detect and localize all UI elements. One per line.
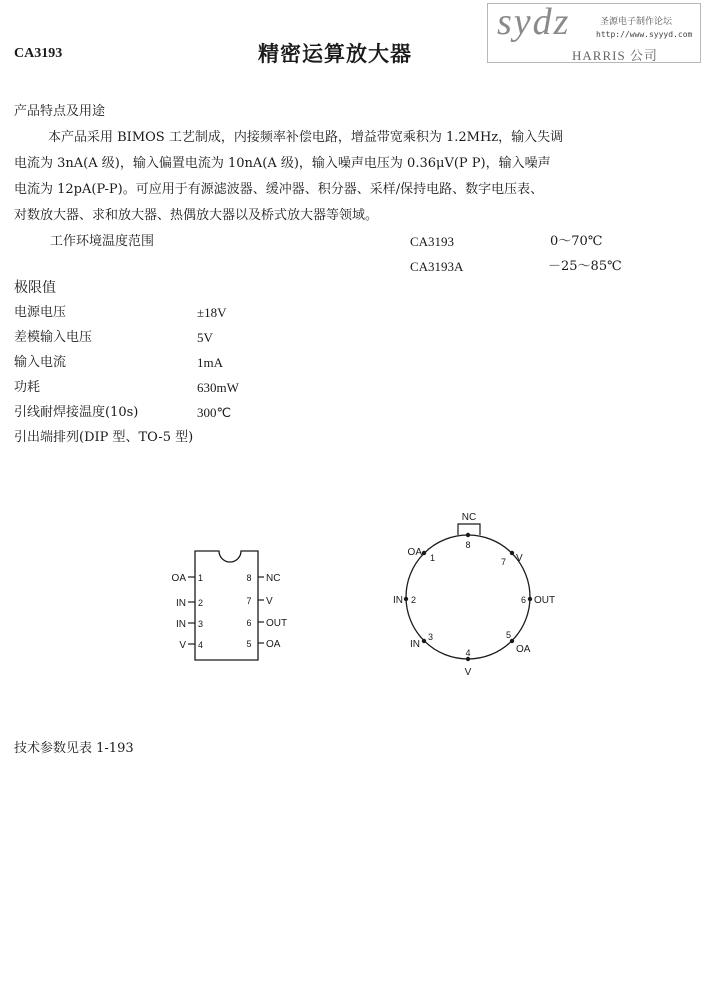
dip-pin-number: 1 — [198, 573, 204, 583]
to5-pin-dot — [528, 597, 532, 601]
to5-pin-label: OUT — [534, 595, 556, 606]
model-name: CA3193A — [410, 259, 464, 274]
watermark-forum-name: 圣源电子制作论坛 — [600, 17, 673, 27]
dip-pin-label: V — [266, 596, 273, 607]
to5-pin-dot — [466, 533, 470, 537]
to5-pin-number: 4 — [465, 648, 471, 658]
dip-pin-label: OA — [266, 639, 281, 650]
to5-pin-label: NC — [461, 512, 477, 523]
limit-value: 5V — [197, 330, 213, 345]
to5-pin-dot — [422, 551, 426, 555]
features-line: 电流为 12pA(P-P)。可应用于有源滤波器、缓冲器、积分器、采样/保持电路、数字电压表、 — [14, 182, 544, 197]
to5-pin-label: OA — [516, 644, 531, 655]
to5-pin-number: 6 — [520, 595, 526, 605]
features-line: 电流为 3nA(A 级)，输入偏置电流为 10nA(A 级)，输入噪声电压为 0.36μV(P P)，输入噪声 — [14, 156, 551, 171]
to5-pin-number: 8 — [465, 540, 471, 550]
pinout-caption: 引出端排列(DIP 型、TO-5 型) — [14, 430, 194, 445]
operating-temp-label: 工作环境温度范围 — [50, 234, 155, 249]
to5-pin-label: V — [464, 667, 472, 678]
manufacturer-name: HARRIS 公司 — [572, 48, 658, 63]
page-title: 精密运算放大器 — [258, 41, 412, 66]
to5-pin-label: OA — [407, 547, 422, 558]
limit-name: 引线耐焊接温度(10s) — [14, 405, 139, 420]
to5-pin-number: 1 — [430, 553, 436, 563]
to5-package-diagram — [380, 505, 570, 685]
to5-pin-dot — [422, 639, 426, 643]
features-line: 对数放大器、求和放大器、热偶放大器以及桥式放大器等领域。 — [14, 208, 379, 223]
limit-name: 功耗 — [14, 380, 41, 395]
dip-pin-label: OUT — [266, 618, 288, 629]
to5-pin-number: 3 — [428, 632, 434, 642]
limit-value: 630mW — [197, 380, 239, 395]
dip-pin-number: 4 — [198, 640, 204, 650]
dip-pin-label: IN — [176, 598, 186, 609]
temp-range: 0～70℃ — [550, 234, 603, 249]
watermark-url: http://www.syyyd.com — [596, 30, 693, 39]
features-line: 本产品采用 BIMOS 工艺制成，内接频率补偿电路，增益带宽乘积为 1.2MHz，输入失调 — [48, 130, 564, 145]
limits-heading: 极限值 — [14, 280, 56, 296]
to5-pin-number: 5 — [505, 630, 511, 640]
temp-range: －25～85℃ — [548, 259, 622, 274]
features-heading: 产品特点及用途 — [14, 104, 106, 119]
to5-pin-label: IN — [393, 595, 403, 606]
dip-pin-number: 5 — [246, 639, 252, 649]
limit-value: ±18V — [197, 305, 227, 320]
watermark-logo: sydz — [497, 1, 571, 43]
model-name: CA3193 — [410, 234, 455, 249]
limit-value: 1mA — [197, 355, 223, 370]
to5-pin-number: 7 — [500, 557, 506, 567]
part-number: CA3193 — [14, 46, 63, 61]
parameter-table-reference: 技术参数见表 1-193 — [14, 741, 134, 756]
dip-pin-number: 6 — [246, 618, 252, 628]
dip-pin-number: 3 — [198, 619, 204, 629]
dip-pin-label: V — [179, 640, 186, 651]
dip-pin-label: OA — [171, 573, 186, 584]
to5-pin-dot — [510, 551, 514, 555]
dip-pin-number: 2 — [198, 598, 204, 608]
dip-pin-label: NC — [266, 573, 281, 584]
to5-pin-number: 2 — [411, 595, 417, 605]
dip-package-diagram — [150, 540, 300, 680]
dip-pin-number: 8 — [246, 573, 252, 583]
limit-name: 输入电流 — [14, 355, 67, 370]
to5-pin-label: IN — [410, 639, 420, 650]
dip-pin-number: 7 — [246, 596, 252, 606]
to5-pin-label: V — [516, 553, 523, 564]
limit-name: 电源电压 — [14, 305, 67, 320]
to5-pin-dot — [404, 597, 408, 601]
dip-pin-label: IN — [176, 619, 186, 630]
limit-name: 差模输入电压 — [14, 330, 93, 345]
limit-value: 300℃ — [197, 405, 232, 420]
